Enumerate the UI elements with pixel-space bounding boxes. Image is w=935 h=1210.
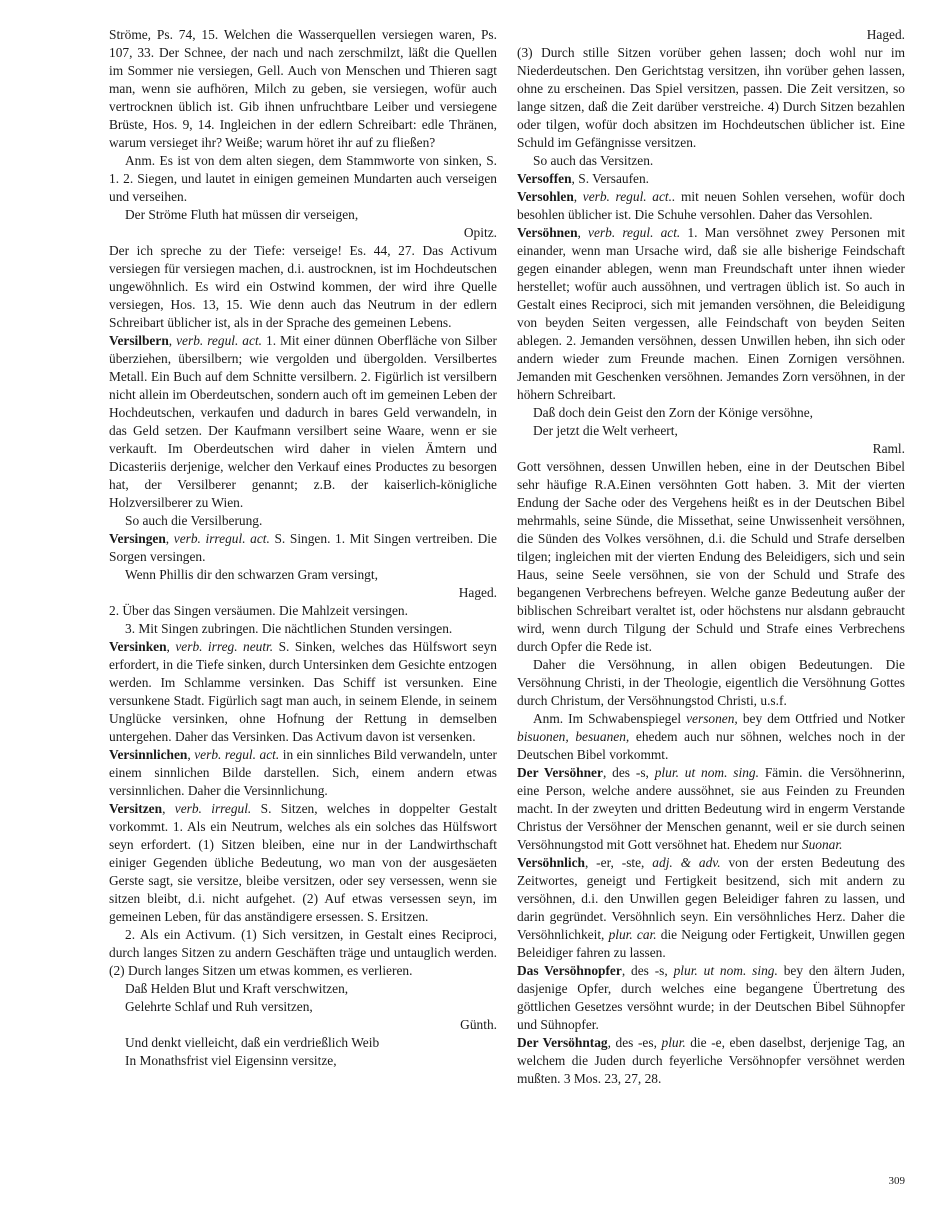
- paragraph: 3. Mit Singen zubringen. Die nächtlichen Stunden versingen.: [125, 621, 453, 636]
- entry-text: , -er, -ste,: [584, 855, 645, 870]
- entry-text: 1. Man versöhnet zwey Personen mit einander, wenn man Ursache wird, daß sie alle bisherige Feindschaft gegen einander ablegen, wenn man Freundschaft unter ihnen wieder herstellet; wofür auch aussöhnen, und vertragen üblich ist. So auch in Gestalt eines Reciproci, sich mit jemanden versöhnen, die Beleidigung von beyden Seiten vergessen, alle Feindschaft von beyden Seiten ablegen. 2. Jemanden versöhnen, dessen Unwillen heben, ihn sich oder andern wieder zum Freunde machen. Einen Zornigen versöhnen. Jemanden mit Geschenken versöhnen. Jemandes Zorn versöhnen, in der höhern Schreibart.: [517, 225, 905, 402]
- verse-line: Wenn Phillis dir den schwarzen Gram versingt,: [125, 567, 378, 582]
- entry-text: von der ersten Bedeutung des Zeitwortes, geneigt und Fertigkeit besitzend, sich mit andern zu versöhnen, d.i. den Unwillen gegen Beleidiger fahren zu lassen, und darin gegründet. Versöhnlich seyn. Ein versöhnliches Herz. Daher die Versöhnlichkeit,: [517, 855, 905, 942]
- entry-headword: Versingen: [109, 531, 166, 546]
- entry-versoehnopfer: [517, 962, 905, 1034]
- grammar-label: verb. regul. act.: [176, 333, 263, 348]
- grammar-label: verb. regul. act..: [582, 189, 676, 204]
- grammar-label: verb. irregul. act.: [173, 531, 270, 546]
- entry-headword: Versöhnen: [517, 225, 578, 240]
- entry-text: bey den ältern Juden, dasjenige Opfer, durch welches eine begangene Übertretung des göttlichen Gesetzes versöhnt wurde; in der Deutschen Bibel Sühnopfer und Sühnopfer.: [517, 963, 905, 1032]
- grammar-label: verb. irreg. neutr.: [175, 639, 274, 654]
- old-form: Suonar.: [801, 837, 843, 852]
- grammar-label: plur. ut nom. sing.: [673, 963, 778, 978]
- entry-versitzen: Versitzen, verb. irregul. S. Sitzen, welches in doppelter Gestalt vorkommt. 1. Als ein Neutrum, welches als ein solches das Hülfswort seyn erfordert. (1) Sitzen bleiben, eine nur in der Landwirthschaft einiger Gegenden übliche Bedeutung, wo man von der ausgesäeten Gerste sagt, sie versitze, bleibe versitzen, oder sey versessen, wenn sie sitzen bleibt, d.i. nicht aufgehet. (2) Auf etwas versessen seyn, im gemeinen Leben, für das anständigere ersessen. S. Ersitzen.: [109, 801, 497, 924]
- paragraph: Ströme, Ps. 74, 15. Welchen die Wasserquellen versiegen waren, Ps. 107, 33. Der Schnee, der nach und nach zerschmilzt, läßt die Quellen im Sommer nie versiegen, Gell. Auch von Menschen und Thieren sagt man, wenn sie aufhören, Milch zu geben, sie versiegen, wofür auch vertrocknen üblich ist. Gib ihnen unfruchtbare Leiber und versiegene Brüste, Hos. 9, 14. Ingleichen in der edlern Schreibart: edle Thränen, warum versieget ihr? Weiße; warum höret ihr auf zu fließen?: [109, 27, 497, 150]
- text-run: bey dem Ottfried und Notker: [742, 711, 906, 726]
- entry-versingen: Versingen, verb. irregul. act. S. Singen. 1. Mit Singen vertreiben. Die Sorgen versingen.: [109, 531, 497, 564]
- entry-versilbern: Versilbern, verb. regul. act. 1. Mit einer dünnen Oberfläche von Silber überziehen, übersilbern; wie vergolden und übergolden. Versilbertes Metall. Ein Buch auf dem Schnitte versilbern. 2. Figürlich ist versilbern nicht allein im Oberdeutschen, sondern auch oft im gemeinen Leben der Hochdeutschen, verkaufen und dadurch in bares Geld verwandeln, in das Geld setzen. Der Kaufmann versilbert seine Waare, wenn er sie verkauft. Im Oberdeutschen wird daher in vielen Ämtern und Dicasteriis derjenige, welcher den Verkauf eines Productes zu besorgen hat, der Versilberer genannt; z.B. der kaiserlich-königliche Holzversilberer zu Wien.: [109, 333, 497, 510]
- entry-headword: Versinken: [109, 639, 167, 654]
- verse-attribution: Raml.: [872, 441, 905, 456]
- grammar-label: verb. irregul.: [174, 801, 252, 816]
- paragraph: 2. Als ein Activum. (1) Sich versitzen, in Gestalt eines Reciproci, durch langes Sitzen zu andern Geschäften träge und untauglich werden. (2) Durch langes Sitzen um etwas kommen, es verlieren.: [109, 927, 497, 978]
- entry-versoehner: [517, 764, 905, 854]
- verse-line: Der Ströme Fluth hat müssen dir verseigen,: [125, 207, 359, 222]
- entry-versohlen: Versohlen, verb. regul. act.. mit neuen Sohlen versehen, wofür doch besohlen üblicher ist. Die Schuhe versohlen. Daher das Versohlen.: [517, 189, 905, 222]
- verse-attribution: Günth.: [460, 1017, 497, 1032]
- grammar-label: verb. regul. act.: [194, 747, 280, 762]
- entry-text: S. Sitzen, welches in doppelter Gestalt vorkommt. 1. Als ein Neutrum, welches als ein solches das Hülfswort seyn erfordert. (1) Sitzen bleiben, eine nur in der Landwirthschaft einiger Gegenden übliche Bedeutung, wo man von der ausgesäeten Gerste sagt, sie versitze, bleibe versitzen, oder sey versessen, wenn sie sitzen bleibt, d.i. nicht aufgehet. (2) Auf etwas versessen seyn, im gemeinen Leben, für das anständigere ersessen. S. Ersitzen.: [109, 801, 497, 924]
- entry-versoehntag: [517, 1034, 905, 1088]
- entry-text: S. Singen. 1. Mit Singen vertreiben. Die Sorgen versingen.: [109, 531, 497, 564]
- entry-versoehnen: Versöhnen, verb. regul. act. 1. Man versöhnet zwey Personen mit einander, wenn man Ursache wird, daß sie alle bisherige Feindschaft gegen einander ablegen, wenn man Freundschaft unter ihnen wieder herstellet; wofür auch aussöhnen, und vertragen üblich ist. So auch in Gestalt eines Reciproci, sich mit jemanden versöhnen, die Beleidigung von beyden Seiten vergessen, alle Feindschaft von beyden Seiten ablegen. 2. Jemanden versöhnen, dessen Unwillen heben, ihn sich oder andern wieder zum Freunde machen. Einen Zornigen versöhnen. Jemanden mit Geschenken versöhnen. Jemandes Zorn versöhnen, in der höhern Schreibart.: [517, 225, 905, 402]
- grammar-label: plur. car.: [608, 927, 657, 942]
- text-run: Anm. Im Schwabenspiegel: [533, 711, 682, 726]
- paragraph: So auch die Versilberung.: [125, 513, 263, 528]
- paragraph: Der ich spreche zu der Tiefe: verseige! Es. 44, 27. Das Activum versiegen für versiegen machen, d.i. austrocknen, ist im Hochdeutschen ungewöhnlich. Es wird ein Ostwind kommen, der wird ihre Quelle versiegen, Hos. 13, 15. Wie denn auch das Neutrum in der edlern Schreibart üblicher ist, als in der Sprache des gemeinen Lebens.: [109, 243, 497, 330]
- entry-text: Fämin. die Versöhnerinn, eine Person, welche andere aussöhnet, sie aus Feinden zu Freunden macht. In der zweyten und dritten Bedeutung wird in engerm Verstande Christus der Versöhner der Menschen genannt, weil er sie durch seinen Versöhnungstod mit Gott versöhnet hat. Ehedem nur: [517, 765, 905, 852]
- entry-text: , des -s,: [621, 963, 668, 978]
- entry-headword: Versinnlichen: [109, 747, 188, 762]
- verse-line: Der jetzt die Welt verheert,: [533, 423, 678, 438]
- entry-versinnlichen: Versinnlichen, verb. regul. act. in ein sinnliches Bild verwandeln, unter einem sinnlichen Bilde darstellen. Sich, einem andern etwas versinnlichen. Daher die Versinnlichung.: [109, 747, 497, 798]
- grammar-label: plur. ut nom. sing.: [654, 765, 759, 780]
- annotation-paragraph: [517, 710, 905, 764]
- verse-attribution: Haged.: [866, 27, 905, 42]
- verse-attribution: Haged.: [458, 585, 497, 600]
- paragraph: Anm. Es ist von dem alten siegen, dem Stammworte von sinken, S. 1. 2. Siegen, und lautet in einigen gemeinen Mundarten auch verseigen und verseihen.: [109, 153, 497, 204]
- entry-text: die Neigung oder Fertigkeit, Unwillen gegen Beleidiger fahren zu lassen.: [517, 927, 905, 960]
- entry-text: , des -es,: [607, 1035, 657, 1050]
- entry-text: mit neuen Sohlen versehen, wofür doch besohlen üblicher ist. Die Schuhe versohlen. Daher das Versohlen.: [517, 189, 905, 222]
- entry-headword: Versilbern: [109, 333, 169, 348]
- entry-headword: Der Versöhner: [517, 765, 603, 780]
- text-run: ehedem auch nur söhnen, welches noch in der Deutschen Bibel vorkommt.: [517, 729, 905, 762]
- grammar-label: verb. regul. act.: [588, 225, 681, 240]
- entry-headword: Versöhnlich: [517, 855, 585, 870]
- entry-headword: Versoffen: [517, 171, 572, 186]
- paragraph: (3) Durch stille Sitzen vorüber gehen lassen; doch wohl nur im Niederdeutschen. Den Gerichtstag versitzen, ihn vorüber gehen lassen, ohne zu erscheinen. Das Spiel versitzen, passen. Die Zeit versitzen, so lange sitzen, daß die Zeit darüber verstreiche. 4) Durch Sitzen bezahlen oder tilgen, wofür doch absitzen im Hochdeutschen üblicher ist. Eine Schuld im Gefängnisse versitzen.: [517, 45, 905, 150]
- entry-text: S. Versaufen.: [578, 171, 650, 186]
- paragraph: Gott versöhnen, dessen Unwillen heben, eine in der Deutschen Bibel sehr häufige R.A.Einen versöhnten Gott haben. 3. Mit der vierten Endung der Sache oder des Vergehens heißt es in der Deutschen Bibel mehrmahls, seine Sünde, die Missethat, seine Unwissenheit versöhnen, die Sünden des Volkes versöhnen, d.i. die Schuld und Strafe derselben tilgen; ingleichen mit der vierten Endung des Beleidigers, sich und sein Haus, seine Seele versöhnen, sie von der Schuld und Strafe des begangenen Verbrechens befreyen. Welche ganze Bedeutung außer der biblischen Schreibart veraltet ist, oder höchstens nur alsdann gebraucht wird, wenn durch Tilgung der Schuld und Strafe eines Verbrechens durch Opfer die Rede ist.: [517, 459, 905, 654]
- entry-headword: Der Versöhntag: [517, 1035, 608, 1050]
- paragraph: 2. Über das Singen versäumen. Die Mahlzeit versingen.: [109, 603, 408, 618]
- entry-text: , des -s,: [602, 765, 649, 780]
- left-column: [109, 26, 497, 1070]
- grammar-label: plur.: [661, 1035, 686, 1050]
- entry-versoffen: Versoffen, S. Versaufen.: [517, 171, 650, 186]
- old-form: versonen,: [686, 711, 738, 726]
- entry-text: die -e, eben daselbst, derjenige Tag, an welchem die Juden durch feyerliche Versöhnopfer versöhnet werden mußten. 3 Mos. 23, 27, 28.: [517, 1035, 905, 1086]
- paragraph: Daher die Versöhnung, in allen obigen Bedeutungen. Die Versöhnung Christi, in der Theologie, eigentlich die Versöhnung Gottes durch Christum, der Versöhnungstod Christi, u.s.f.: [517, 657, 905, 708]
- verse-line: Daß Helden Blut und Kraft verschwitzen,: [125, 981, 349, 996]
- right-column: [517, 26, 905, 1088]
- entry-text: in ein sinnliches Bild verwandeln, unter einem sinnlichen Bilde darstellen. Sich, einem andern etwas versinnlichen. Daher die Versinnlichung.: [109, 747, 497, 798]
- entry-headword: Versitzen: [109, 801, 163, 816]
- entry-headword: Versohlen: [517, 189, 574, 204]
- verse-line: Und denkt vielleicht, daß ein verdrießlich Weib: [125, 1035, 380, 1050]
- entry-text: S. Sinken, welches das Hülfswort seyn erfordert, in die Tiefe sinken, durch Untersinken dem Gesichte entzogen werden. Im Schlamme versinken. Das Schiff ist versunken. Eine versunkene Stadt. Figürlich sagt man auch, in seinem Elende, in seinem Unglücke versinken, ohne Hofnung der Rettung in demselben untergehen. Daher das Versinken. Das Activum davon ist versenken.: [109, 639, 497, 744]
- entry-versoehnlich: [517, 854, 905, 962]
- paragraph: So auch das Versitzen.: [533, 153, 654, 168]
- verse-line: In Monathsfrist viel Eigensinn versitze,: [125, 1053, 337, 1068]
- entry-text: 1. Mit einer dünnen Oberfläche von Silber überziehen, übersilbern; wie vergolden und übergolden. Versilbertes Metall. Ein Buch auf dem Schnitte versilbern. 2. Figürlich ist versilbern nicht allein im Oberdeutschen, sondern auch oft im gemeinen Leben der Hochdeutschen, verkaufen und dadurch in bares Geld verwandeln, in das Geld setzen. Der Kaufmann versilbert seine Waare, wenn er sie verkauft. Im Oberdeutschen wird daher in vielen Ämtern und Dicasteriis derjenige, welcher den Verkauf eines Productes zu besorgen hat, der Versilberer genannt; z.B. der kaiserlich-königliche Holzversilberer zu Wien.: [109, 333, 497, 510]
- verse-line: Daß doch dein Geist den Zorn der Könige versöhne,: [533, 405, 814, 420]
- verse-line: Gelehrte Schlaf und Ruh versitzen,: [125, 999, 313, 1014]
- verse-attribution: Opitz.: [463, 225, 497, 240]
- page-number: 309: [888, 1175, 905, 1187]
- entry-versinken: Versinken, verb. irreg. neutr. S. Sinken, welches das Hülfswort seyn erfordert, in die Tiefe sinken, durch Untersinken dem Gesichte entzogen werden. Im Schlamme versinken. Das Schiff ist versunken. Eine versunkene Stadt. Figürlich sagt man auch, in seinem Elende, in seinem Unglücke versinken, ohne Hofnung der Rettung in demselben untergehen. Daher das Versinken. Das Activum davon ist versenken.: [109, 639, 497, 744]
- grammar-label: adj. & adv.: [652, 855, 721, 870]
- entry-headword: Das Versöhnopfer: [517, 963, 622, 978]
- old-form: bisuonen, besuanen,: [517, 729, 630, 744]
